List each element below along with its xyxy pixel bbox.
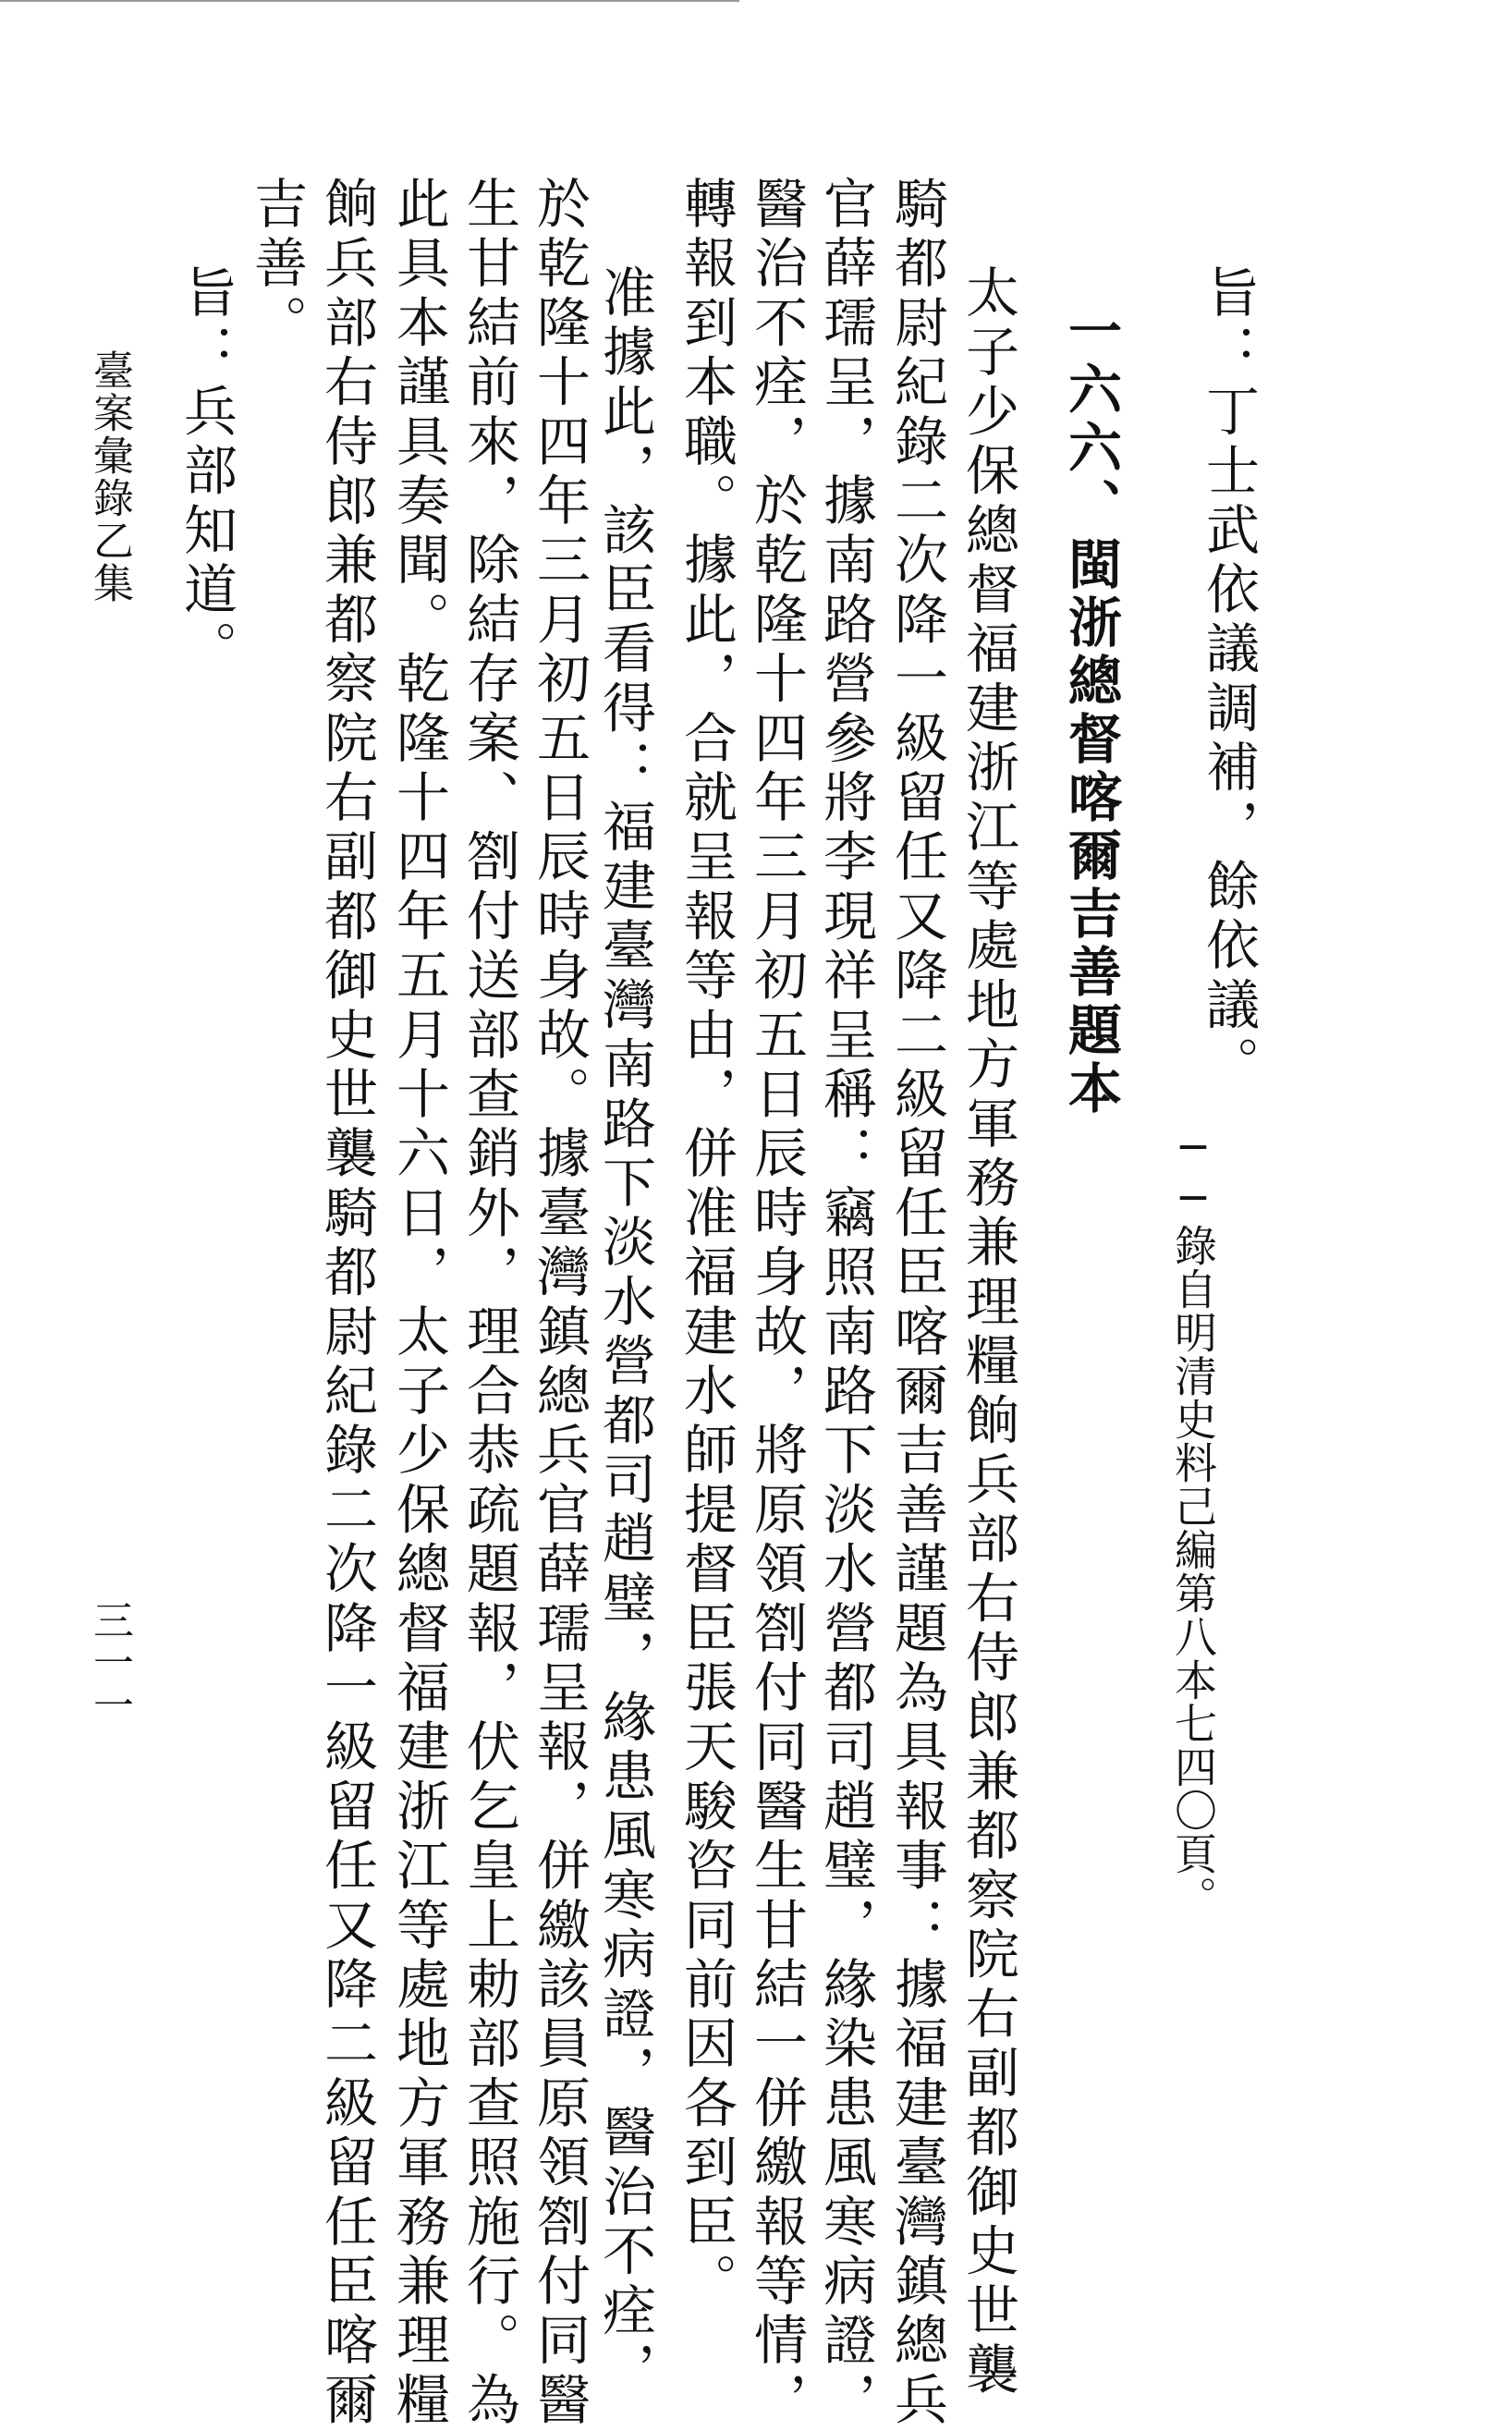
body-line-10: 餉兵部右侍郎兼都察院右副都御史世襲騎都尉紀錄二次降一級留任又降二級留任臣喀爾 [315,176,378,2431]
body-line-1: 太子少保總督福建浙江等處地方軍務兼理糧餉兵部右侍郎兼都察院右副都御史世襲 [957,264,1019,2401]
body-line-11: 吉善。 [245,176,308,354]
body-line-8: 生甘結前來，除結存案、劄付送部查銷外，理合恭疏題報，伏乞皇上勅部查照施行。為 [457,176,520,2431]
edict-line-1: 旨：丁士武依議調補，餘依議。 [1197,264,1260,1095]
body-line-9: 此具本謹具奏聞。乾隆十四年五月十六日，太子少保總督福建浙江等處地方軍務兼理糧 [387,176,450,2431]
footer-page-number: 三一一 [86,1599,133,1727]
body-line-2: 騎都尉紀錄二次降一級留任又降二級留任臣喀爾吉善謹題為具報事：據福建臺灣鎮總兵 [885,176,948,2431]
scan-edge-line [0,0,739,2]
footer-book-title: 臺案彙錄乙集 [86,349,133,605]
source-citation: ──錄自明清史料己編第八本七四〇頁。 [1168,1122,1218,1919]
body-line-7: 於乾隆十四年三月初五日辰時身故。據臺灣鎮總兵官薛瓀呈報，併繳該員原領劄付同醫 [528,176,591,2431]
document-title: 一六六、閩浙總督喀爾吉善題本 [1059,303,1122,1118]
body-line-4: 醫治不痊，於乾隆十四年三月初五日辰時身故，將原領劄付同醫生甘結一併繳報等情， [745,176,808,2431]
body-line-6: 准據此，該臣看得：福建臺灣南路下淡水營都司趙璧，緣患風寒病證，醫治不痊， [593,264,656,2401]
edict-line-2: 旨：兵部知道。 [175,264,238,680]
body-line-3: 官薛瓀呈，據南路營參將李現祥呈稱：竊照南路下淡水營都司趙璧，緣染患風寒病證， [814,176,877,2431]
body-line-5: 轉報到本職。據此，合就呈報等由，併准福建水師提督臣張天駿咨同前因各到臣。 [675,176,738,2313]
